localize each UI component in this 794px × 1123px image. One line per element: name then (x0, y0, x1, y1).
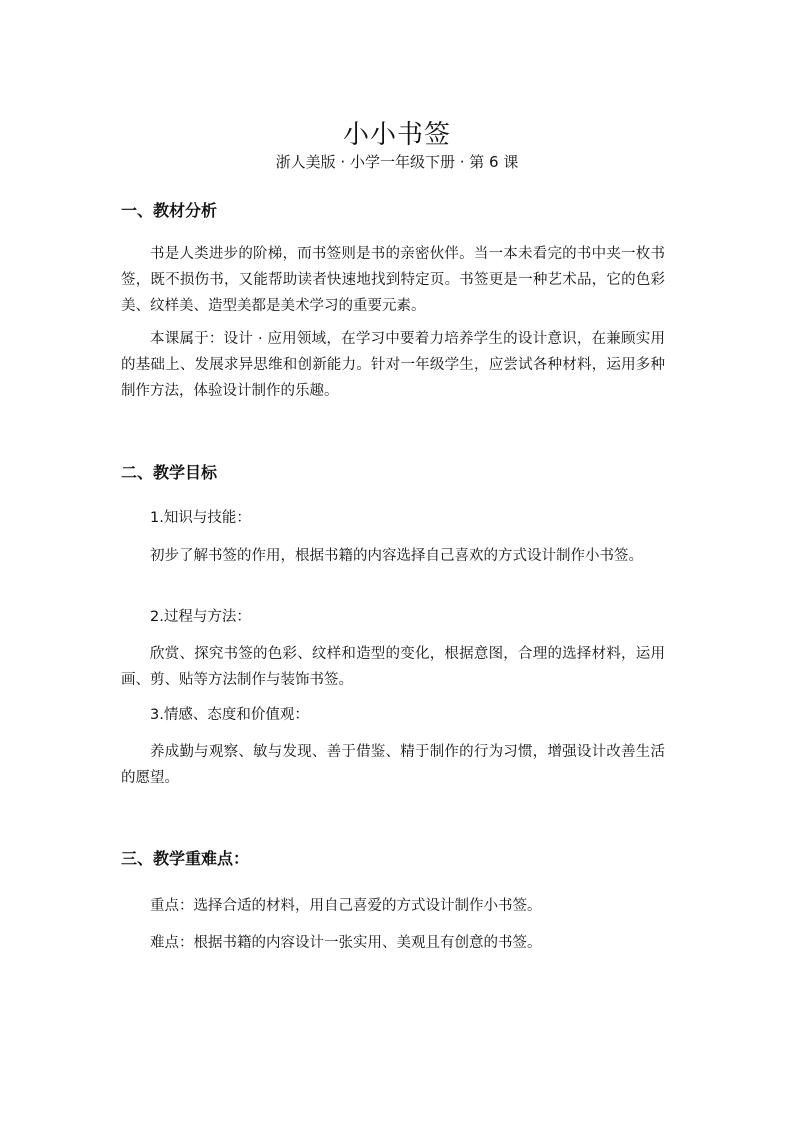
section-heading-key-difficult-points: 三、教学重难点： (121, 849, 250, 868)
analysis-paragraph-2: 本课属于：设计 · 应用领域，在学习中要着力培养学生的设计意识，在兼顾实用的基础上、发展求异思维和创新能力。针对一年级学生，应尝试各种材料，运用多种制作方法，体验设计制作的乐趣。 (121, 331, 665, 399)
analysis-paragraph-1: 书是人类进步的阶梯，而书签则是书的亲密伙伴。当一本未看完的书中夹一枚书签，既不损伤书，又能帮助读者快速地找到特定页。书签更是一种艺术品，它的色彩美、纹样美、造型美都是美术学习的重要元素。 (121, 246, 665, 314)
key-point-text: 重点：选择合适的材料，用自己喜爱的方式设计制作小书签。 (150, 898, 542, 914)
document-title: 小小书签 (342, 120, 451, 151)
document-subtitle: 浙人美版 · 小学一年级下册 · 第 6 课 (275, 153, 519, 171)
section-heading-teaching-goals: 二、教学目标 (121, 463, 218, 482)
goal-1-label: 1.知识与技能： (150, 510, 251, 526)
section-heading-textbook-analysis: 一、教材分析 (121, 201, 218, 220)
goal-2-text: 欣赏、探究书签的色彩、纹样和造型的变化，根据意图，合理的选择材料，运用画、剪、贴等方法制作与装饰书签。 (121, 646, 665, 688)
goal-3-label: 3.情感、态度和价值观： (150, 707, 309, 723)
difficult-point-text: 难点：根据书籍的内容设计一张实用、美观且有创意的书签。 (150, 935, 542, 951)
goal-3-text: 养成勤与观察、敏与发现、善于借鉴、精于制作的行为习惯，增强设计改善生活的愿望。 (121, 744, 665, 786)
goal-2-label: 2.过程与方法： (150, 609, 251, 625)
goal-1-text: 初步了解书签的作用，根据书籍的内容选择自己喜欢的方式设计制作小书签。 (150, 548, 643, 564)
